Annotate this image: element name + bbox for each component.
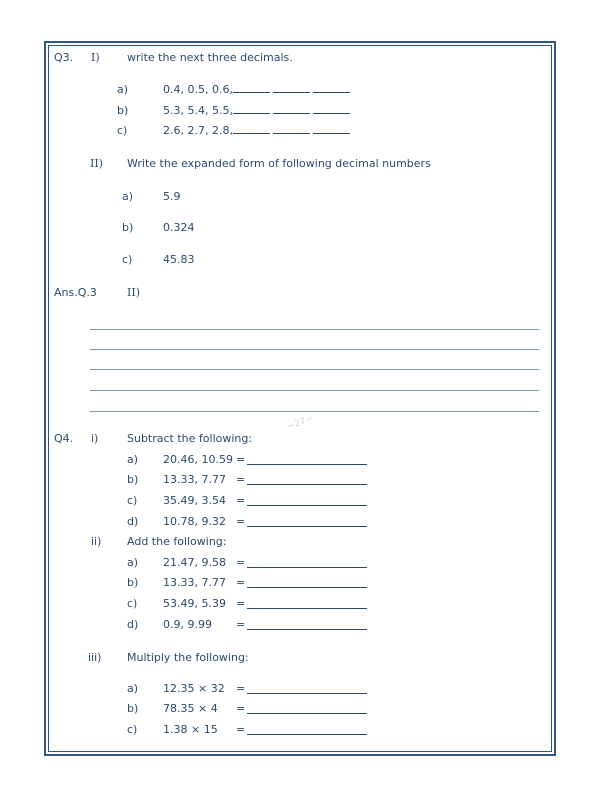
answer-blank xyxy=(247,734,367,735)
equals-sign: = xyxy=(236,473,246,486)
decimal-number: 45.83 xyxy=(163,253,195,266)
watermark: ~27~ xyxy=(286,413,315,433)
answer-line xyxy=(90,411,539,412)
item-letter: d) xyxy=(127,618,139,631)
instruction: Add the following: xyxy=(127,535,227,548)
item-letter: a) xyxy=(127,556,139,569)
equals-sign: = xyxy=(236,556,246,569)
answer-blank xyxy=(247,693,367,694)
exercise-numbers: 21.47, 9.58 xyxy=(163,556,226,569)
instruction: Subtract the following: xyxy=(127,432,253,445)
exercise-numbers: 10.78, 9.32 xyxy=(163,515,226,528)
item-letter: a) xyxy=(127,453,139,466)
answer-line xyxy=(90,329,539,330)
part-numeral: ii) xyxy=(91,535,102,548)
equals-sign: = xyxy=(236,618,246,631)
exercise-numbers: 13.33, 7.77 xyxy=(163,576,226,589)
exercise-numbers: 53.49, 5.39 xyxy=(163,597,226,610)
answer-blank xyxy=(247,567,367,568)
item-letter: a) xyxy=(122,190,134,203)
equals-sign: = xyxy=(236,453,246,466)
part-numeral: II) xyxy=(127,286,140,299)
item-letter: c) xyxy=(117,124,128,137)
sequence-item: 2.6, 2.7, 2.8, xyxy=(163,124,350,137)
answer-label: Ans.Q.3 xyxy=(54,286,97,299)
answer-blank xyxy=(247,587,367,588)
answer-blank xyxy=(247,526,367,527)
answer-line xyxy=(90,390,539,391)
equals-sign: = xyxy=(236,576,246,589)
part-numeral: II) xyxy=(90,157,103,170)
decimal-number: 0.324 xyxy=(163,221,195,234)
part-numeral: i) xyxy=(91,432,99,445)
item-letter: a) xyxy=(127,682,139,695)
equals-sign: = xyxy=(236,723,246,736)
part-numeral: iii) xyxy=(88,651,102,664)
sequence-item: 5.3, 5.4, 5.5, xyxy=(163,104,350,117)
decimal-number: 5.9 xyxy=(163,190,181,203)
question-number: Q3. xyxy=(54,51,74,64)
answer-line xyxy=(90,369,539,370)
item-letter: b) xyxy=(122,221,134,234)
exercise-numbers: 0.9, 9.99 xyxy=(163,618,212,631)
instruction: Write the expanded form of following decimal numbers xyxy=(127,157,431,170)
item-letter: b) xyxy=(127,576,139,589)
item-letter: b) xyxy=(127,702,139,715)
exercise-numbers: 12.35 × 32 xyxy=(163,682,225,695)
question-number: Q4. xyxy=(54,432,74,445)
exercise-numbers: 13.33, 7.77 xyxy=(163,473,226,486)
equals-sign: = xyxy=(236,702,246,715)
item-letter: c) xyxy=(122,253,133,266)
equals-sign: = xyxy=(236,494,246,507)
equals-sign: = xyxy=(236,597,246,610)
item-letter: c) xyxy=(127,723,138,736)
exercise-numbers: 20.46, 10.59 xyxy=(163,453,233,466)
exercise-numbers: 1.38 × 15 xyxy=(163,723,218,736)
sequence-item: 0.4, 0.5, 0.6, xyxy=(163,83,350,96)
answer-line xyxy=(90,349,539,350)
equals-sign: = xyxy=(236,515,246,528)
item-letter: a) xyxy=(117,83,129,96)
equals-sign: = xyxy=(236,682,246,695)
item-letter: c) xyxy=(127,597,138,610)
exercise-numbers: 78.35 × 4 xyxy=(163,702,218,715)
answer-blank xyxy=(247,608,367,609)
instruction: Multiply the following: xyxy=(127,651,249,664)
item-letter: b) xyxy=(117,104,129,117)
item-letter: d) xyxy=(127,515,139,528)
exercise-numbers: 35.49, 3.54 xyxy=(163,494,226,507)
instruction: write the next three decimals. xyxy=(127,51,293,64)
answer-blank xyxy=(247,629,367,630)
part-numeral: I) xyxy=(91,51,100,64)
answer-blank xyxy=(247,713,367,714)
answer-blank xyxy=(247,484,367,485)
answer-blank xyxy=(247,464,367,465)
page-border-inner xyxy=(48,45,552,752)
item-letter: c) xyxy=(127,494,138,507)
answer-blank xyxy=(247,505,367,506)
item-letter: b) xyxy=(127,473,139,486)
